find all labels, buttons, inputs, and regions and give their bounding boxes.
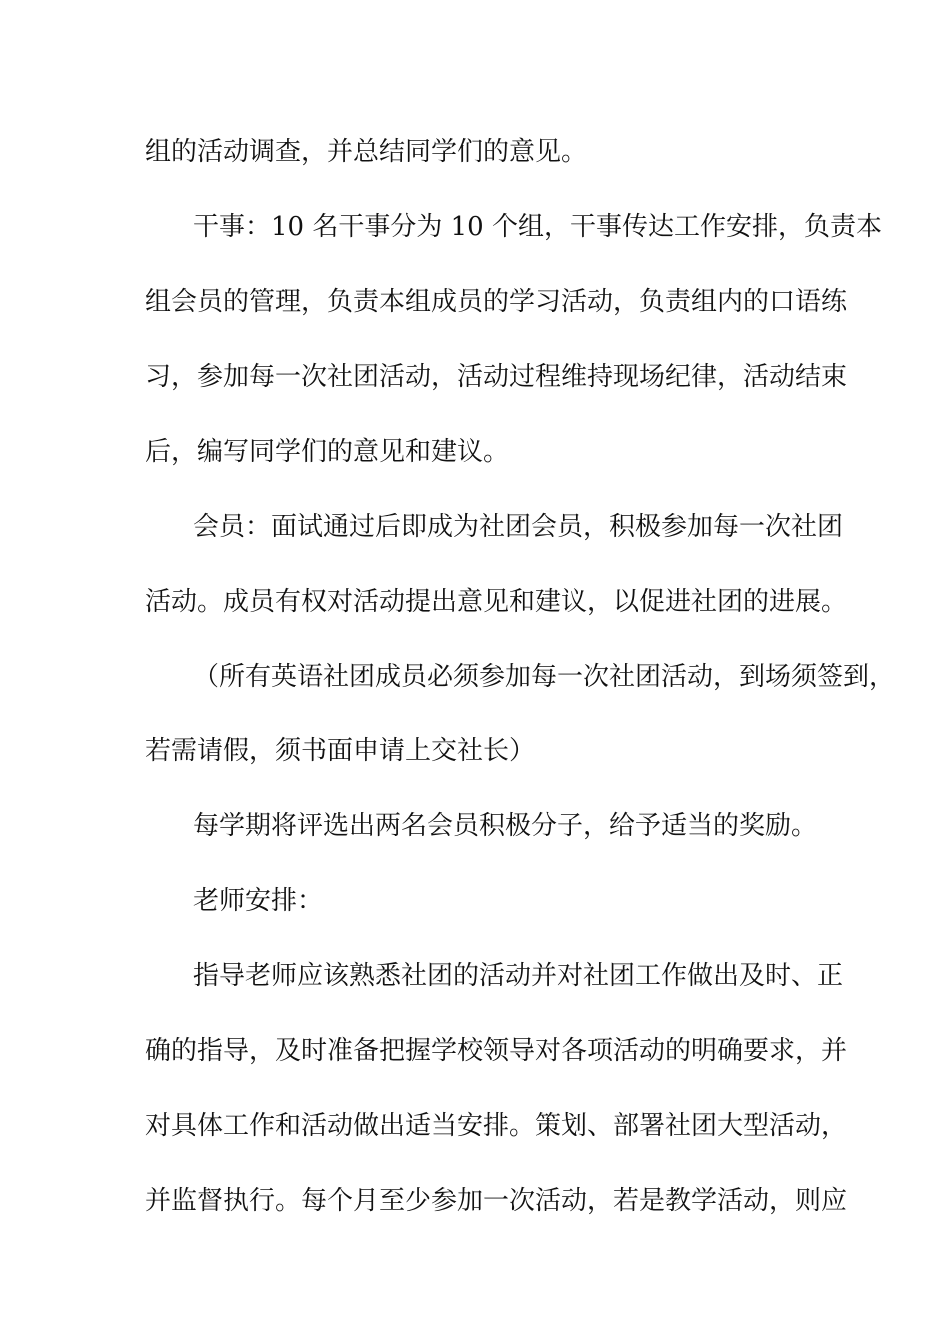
- text-line: 每学期将评选出两名会员积极分子，给予适当的奖励。: [193, 811, 818, 841]
- text-line: 确的指导，及时准备把握学校领导对各项活动的明确要求，并: [145, 1036, 848, 1066]
- text-line: 后，编写同学们的意见和建议。: [145, 437, 510, 467]
- text-line: 组会员的管理，负责本组成员的学习活动，负责组内的口语练: [145, 287, 848, 317]
- text-line: 活动。成员有权对活动提出意见和建议，以促进社团的进展。: [145, 587, 848, 617]
- text-line: 指导老师应该熟悉社团的活动并对社团工作做出及时、正: [193, 961, 844, 991]
- text-line: 会员：面试通过后即成为社团会员，积极参加每一次社团: [193, 512, 844, 542]
- text-line: 若需请假，须书面申请上交社长）: [145, 736, 536, 766]
- text-line: （所有英语社团成员必须参加每一次社团活动，到场须签到，: [193, 662, 896, 692]
- text-line: 组的活动调查，并总结同学们的意见。: [145, 137, 588, 167]
- text-line: 并监督执行。每个月至少参加一次活动，若是教学活动，则应: [145, 1186, 848, 1216]
- text-line: 老师安排：: [193, 886, 324, 916]
- text-line: 习，参加每一次社团活动，活动过程维持现场纪律，活动结束: [145, 362, 848, 392]
- text-line: 干事：10 名干事分为 10 个组，干事传达工作安排，负责本: [193, 212, 882, 242]
- text-line: 对具体工作和活动做出适当安排。策划、部署社团大型活动，: [145, 1111, 848, 1141]
